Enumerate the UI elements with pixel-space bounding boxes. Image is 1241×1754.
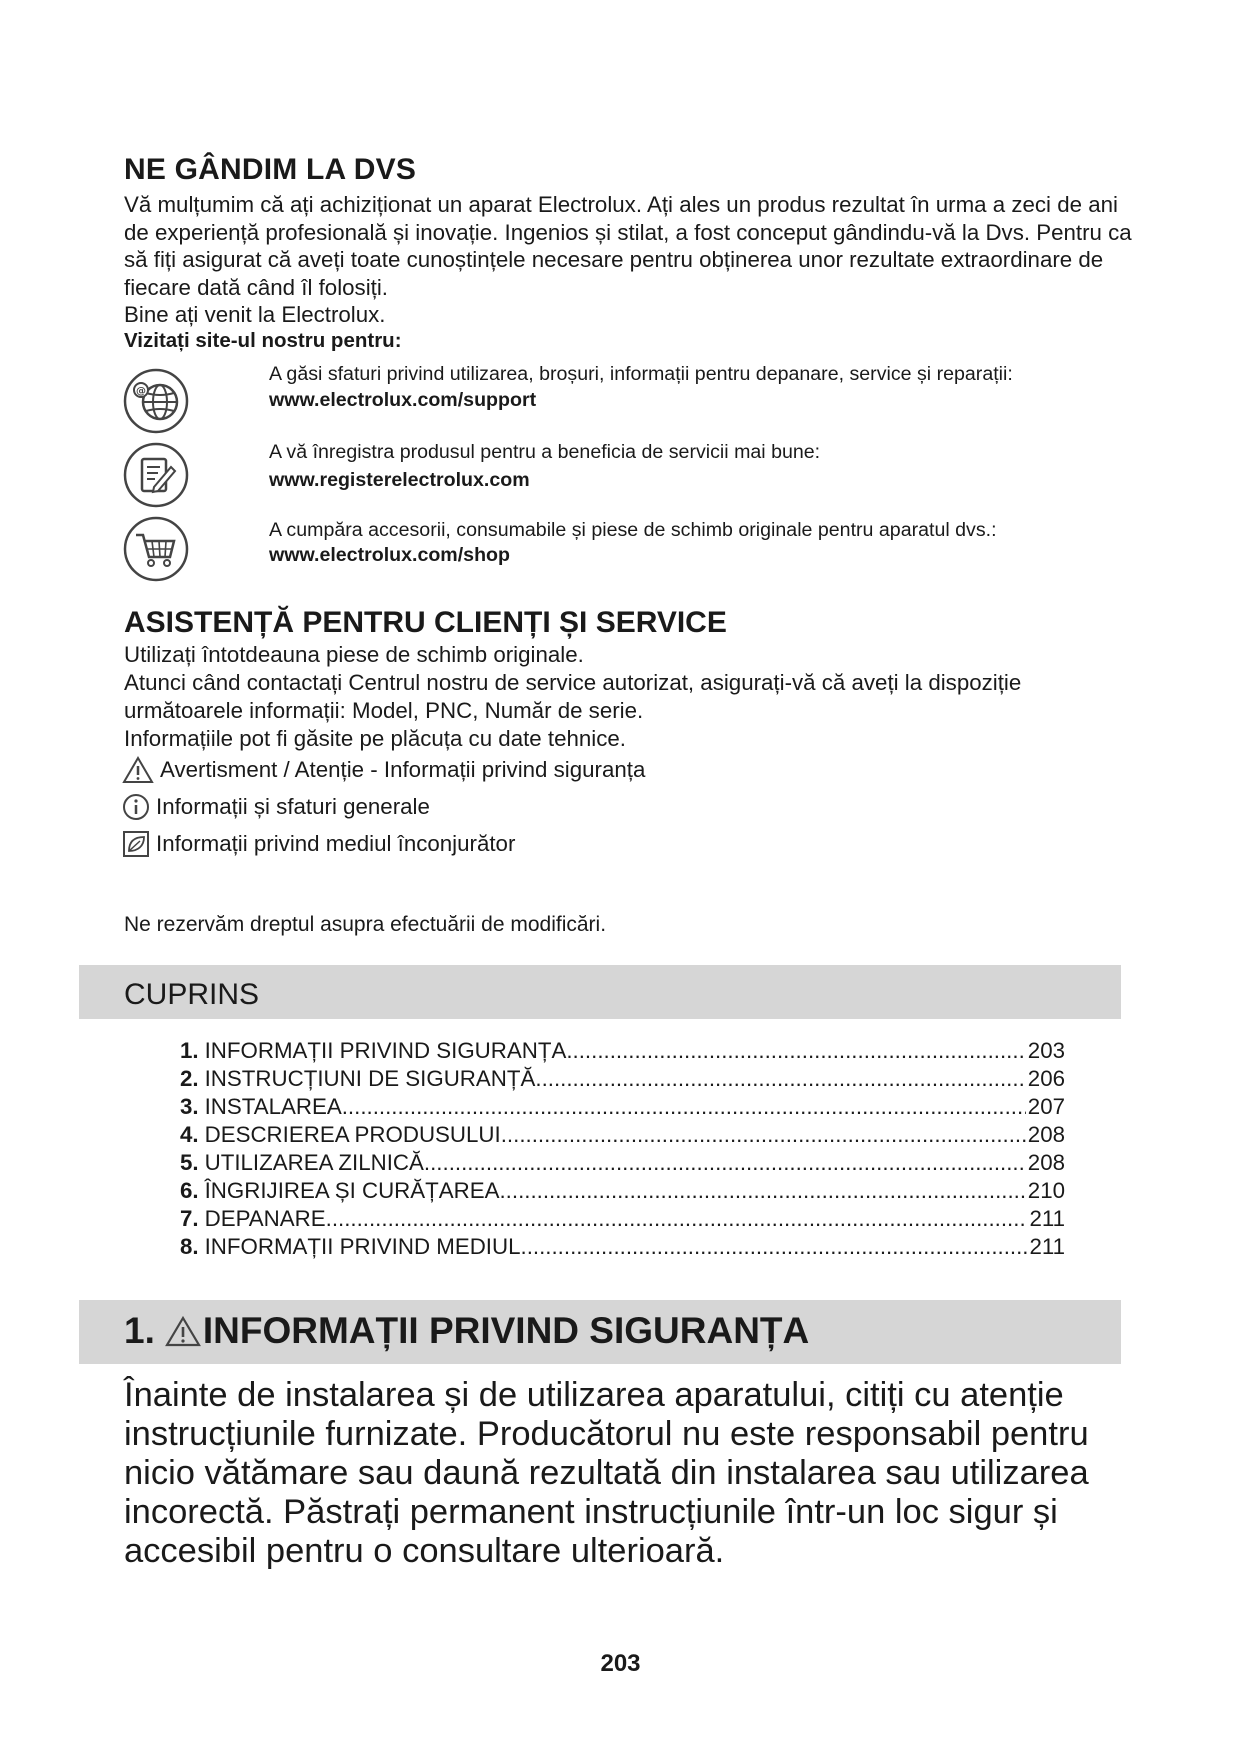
- toc-item[interactable]: 3. INSTALAREA ..... 207: [180, 1093, 1065, 1121]
- section-number: 1.: [124, 1310, 155, 1351]
- legend-warning: [122, 756, 645, 784]
- service-description: A cumpăra accesorii, consumabile și piese de schimb originale pentru aparatul dvs.:: [269, 519, 997, 541]
- warning-icon: [165, 1315, 201, 1347]
- warning-icon: [122, 756, 154, 784]
- page-heading: NE GÂNDIM LA DVS: [124, 153, 417, 186]
- info-icon: [122, 793, 150, 821]
- globe-icon: [122, 367, 190, 435]
- safety-intro: Înainte de instalarea și de utilizarea aparatului, citiți cu atenție instrucțiunile furnizate. Producătorul nu este responsabil pentru nicio vătămare sau daună rezultată din instalarea sau utilizarea incorectă. Păstrați permanent instrucțiunile într-un loc sigur și accesibil pentru o consultare ulterioară.: [124, 1376, 1089, 1570]
- legend-text: Informații privind mediul înconjurător: [156, 831, 516, 856]
- table-of-contents: [180, 1037, 1065, 1261]
- section-title: [124, 1310, 809, 1352]
- service-description: A găsi sfaturi privind utilizarea, broșuri, informații pentru depanare, service și reparații:: [269, 363, 1013, 385]
- section-heading-text: INFORMAȚII PRIVIND SIGURANȚA: [202, 1310, 810, 1351]
- legend-text: Avertisment / Atenție - Informații privind siguranța: [160, 757, 646, 782]
- service-support: [269, 362, 1129, 413]
- toc-item[interactable]: 5. UTILIZAREA ZILNICĂ ..... 208: [180, 1149, 1065, 1177]
- cart-icon: [122, 515, 190, 583]
- legend-environment: [122, 830, 515, 858]
- assist-line: Atunci când contactați Centrul nostru de service autorizat, asigurați-vă că aveți la dispoziție următoarele informații: Model, PNC, Număr de serie.: [124, 670, 1022, 723]
- intro-text: [124, 191, 1134, 329]
- toc-title: CUPRINS: [124, 978, 260, 1011]
- service-description: A vă înregistra produsul pentru a beneficia de servicii mai bune:: [269, 441, 821, 463]
- legend-text: Informații și sfaturi generale: [156, 794, 430, 819]
- page-number: 203: [600, 1650, 641, 1677]
- service-shop: [269, 518, 1129, 568]
- leaf-icon: [122, 830, 150, 858]
- toc-item[interactable]: 4. DESCRIEREA PRODUSULUI ..... 208: [180, 1121, 1065, 1149]
- toc-item[interactable]: 2. INSTRUCȚIUNI DE SIGURANȚĂ ..... 206: [180, 1065, 1065, 1093]
- shop-link[interactable]: www.electrolux.com/shop: [269, 544, 510, 566]
- toc-item[interactable]: 7. DEPANARE ..... 211: [180, 1205, 1065, 1233]
- welcome-line: Bine ați venit la Electrolux.: [124, 302, 386, 327]
- service-register: [269, 440, 1129, 493]
- toc-item[interactable]: 8. INFORMAȚII PRIVIND MEDIUL ..... 211: [180, 1233, 1065, 1261]
- register-link[interactable]: www.registerelectrolux.com: [269, 469, 530, 491]
- assist-line: Informațiile pot fi găsite pe plăcuța cu date tehnice.: [124, 726, 626, 751]
- section-heading: ASISTENȚĂ PENTRU CLIENȚI ȘI SERVICE: [124, 606, 727, 639]
- support-link[interactable]: www.electrolux.com/support: [269, 389, 537, 411]
- svg-text:@: @: [136, 386, 146, 397]
- intro-paragraph: Vă mulțumim că ați achiziționat un aparat Electrolux. Ați ales un produs rezultat în urma a zeci de ani de experiență profesională și inovație. Ingenios și stilat, a fost conceput gândindu-vă la Dvs. Pentru ca să fiți asigurat că aveți toate cunoștințele necesare pentru obținerea unor rezultate extraordinare de fiecare dată când îl folosiți.: [124, 192, 1132, 300]
- assistance-text: [124, 641, 1124, 753]
- toc-item[interactable]: 6. ÎNGRIJIREA ȘI CURĂȚAREA ..... 210: [180, 1177, 1065, 1205]
- register-icon: [122, 441, 190, 509]
- visit-label: Vizitați site-ul nostru pentru:: [124, 329, 402, 352]
- assist-line: Utilizați întotdeauna piese de schimb originale.: [124, 642, 584, 667]
- reserve-note: Ne rezervăm dreptul asupra efectuării de modificări.: [124, 913, 607, 936]
- toc-item[interactable]: 1. INFORMAȚII PRIVIND SIGURANȚA ..... 203: [180, 1037, 1065, 1065]
- legend-info: [122, 793, 430, 821]
